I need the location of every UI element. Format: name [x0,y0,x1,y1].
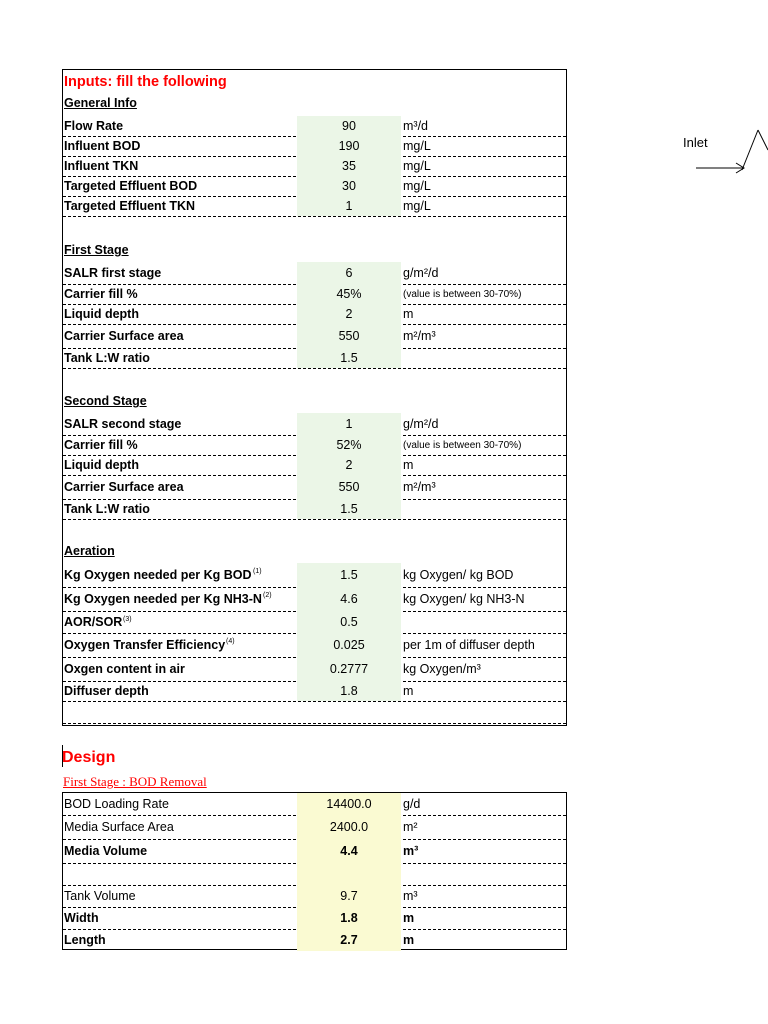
input-row [63,324,566,349]
input-value-cell[interactable]: 0.2777 [297,657,401,681]
input-value-cell[interactable]: 4.6 [297,587,401,611]
unit-label: mg/L [403,199,431,213]
input-value-cell[interactable]: 190 [297,136,401,156]
input-value-cell[interactable]: 1.8 [297,681,401,701]
input-row [63,136,566,157]
input-label: Oxygen Transfer Efficiency [64,638,226,652]
design-value-cell: 2400.0 [297,815,401,839]
input-label: Targeted Effluent BOD [64,179,198,193]
design-value-cell: 1.8 [297,907,401,929]
footnote-ref: (2) [263,592,272,599]
design-row [63,793,566,816]
design-row [63,839,566,864]
design-unit: m [403,911,415,925]
input-value-cell[interactable]: 35 [297,156,401,176]
input-row [63,304,566,325]
second-stage-heading: Second Stage [64,394,147,408]
input-label: Flow Rate [64,119,124,133]
input-value-cell[interactable]: 1.5 [297,563,401,587]
design-row [63,907,566,930]
unit-label: m³/d [403,119,428,133]
design-unit: m [403,933,415,947]
input-row [63,633,566,658]
design-label: BOD Loading Rate [64,797,169,811]
first-stage-heading: First Stage [64,243,129,257]
input-row [63,681,566,702]
design-row [63,885,566,908]
input-row [63,455,566,476]
design-title: Design [62,749,116,766]
unit-label: mg/L [403,159,431,173]
unit-label: kg Oxygen/ kg NH3-N [403,592,525,606]
input-value-cell[interactable]: 550 [297,475,401,499]
input-row [63,262,566,285]
input-label: Tank L:W ratio [64,351,150,365]
input-row [63,657,566,682]
input-value-cell[interactable]: 1.5 [297,348,401,368]
input-row [63,435,566,456]
footnote-ref: (3) [123,616,132,623]
input-label: SALR first stage [64,266,162,280]
general-info-heading: General Info [64,96,137,110]
unit-label: m [403,307,414,321]
input-value-cell[interactable]: 1 [297,413,401,435]
input-row [63,156,566,177]
input-value-cell[interactable]: 45% [297,284,401,304]
input-row [63,413,566,436]
input-label: Carrier Surface area [64,329,184,343]
input-row [63,475,566,500]
design-label: Media Surface Area [64,820,174,834]
input-label: Liquid depth [64,307,139,321]
unit-label: (value is between 30-70%) [403,439,522,451]
input-label: Tank L:W ratio [64,502,150,516]
input-label: Influent TKN [64,159,139,173]
unit-label: mg/L [403,139,431,153]
input-label: SALR second stage [64,417,182,431]
input-value-cell[interactable]: 52% [297,435,401,455]
input-value-cell[interactable]: 0.5 [297,611,401,633]
unit-label: m²/m³ [403,329,436,343]
input-value-cell[interactable]: 550 [297,324,401,348]
input-label: Targeted Effluent TKN [64,199,196,213]
design-row [63,815,566,840]
inlet-arrow-diagram [680,120,768,200]
input-value-cell[interactable]: 2 [297,304,401,324]
unit-label: m [403,684,414,698]
input-label: Influent BOD [64,139,141,153]
footnote-ref: (4) [226,638,235,645]
inlet-label: Inlet [683,135,708,150]
inputs-table [62,69,567,726]
input-value-cell[interactable]: 1.5 [297,499,401,519]
design-subtitle: First Stage : BOD Removal [63,774,207,789]
input-row [63,563,566,588]
design-unit: g/d [403,797,421,811]
unit-label: mg/L [403,179,431,193]
unit-label: kg Oxygen/m³ [403,662,481,676]
input-label: AOR/SOR [64,615,123,629]
input-value-cell[interactable]: 0.025 [297,633,401,657]
design-row [63,929,566,951]
input-row [63,196,566,217]
unit-label: m [403,458,414,472]
unit-label: g/m²/d [403,266,439,280]
design-unit: m³ [403,844,419,858]
input-label: Carrier Surface area [64,480,184,494]
design-value-cell: 4.4 [297,839,401,863]
unit-label: g/m²/d [403,417,439,431]
inputs-title: Inputs: fill the following [64,74,227,90]
input-row [63,284,566,305]
aeration-heading: Aeration [64,544,115,558]
input-label: Carrier fill % [64,438,138,452]
design-unit: m³ [403,889,418,903]
design-unit: m² [403,820,418,834]
input-row [63,611,566,634]
design-value-cell: 9.7 [297,885,401,907]
input-row [63,348,566,369]
design-row [63,863,566,886]
design-label: Tank Volume [64,889,136,903]
design-table [62,792,567,950]
input-value-cell[interactable]: 1 [297,196,401,216]
input-label: Carrier fill % [64,287,138,301]
design-value-cell: 14400.0 [297,793,401,815]
input-label: Kg Oxygen needed per Kg BOD [64,568,252,582]
input-label: Kg Oxygen needed per Kg NH3-N [64,592,262,606]
unit-label: m²/m³ [403,480,436,494]
input-row [63,587,566,612]
input-row [63,499,566,520]
input-label: Oxgen content in air [64,662,185,676]
design-label: Media Volume [64,844,148,858]
design-label: Width [64,911,99,925]
input-value-cell[interactable]: 30 [297,176,401,196]
unit-label: per 1m of diffuser depth [403,638,535,652]
input-label: Diffuser depth [64,684,149,698]
design-label: Length [64,933,106,947]
input-value-cell[interactable]: 90 [297,116,401,136]
footnote-ref: (1) [253,568,262,575]
design-value-cell: 2.7 [297,929,401,951]
input-label: Liquid depth [64,458,139,472]
input-row [63,116,566,137]
unit-label: (value is between 30-70%) [403,288,522,300]
input-value-cell[interactable]: 6 [297,262,401,284]
design-value-cell [297,863,401,885]
unit-label: kg Oxygen/ kg BOD [403,568,514,582]
input-value-cell[interactable]: 2 [297,455,401,475]
input-row [63,176,566,197]
